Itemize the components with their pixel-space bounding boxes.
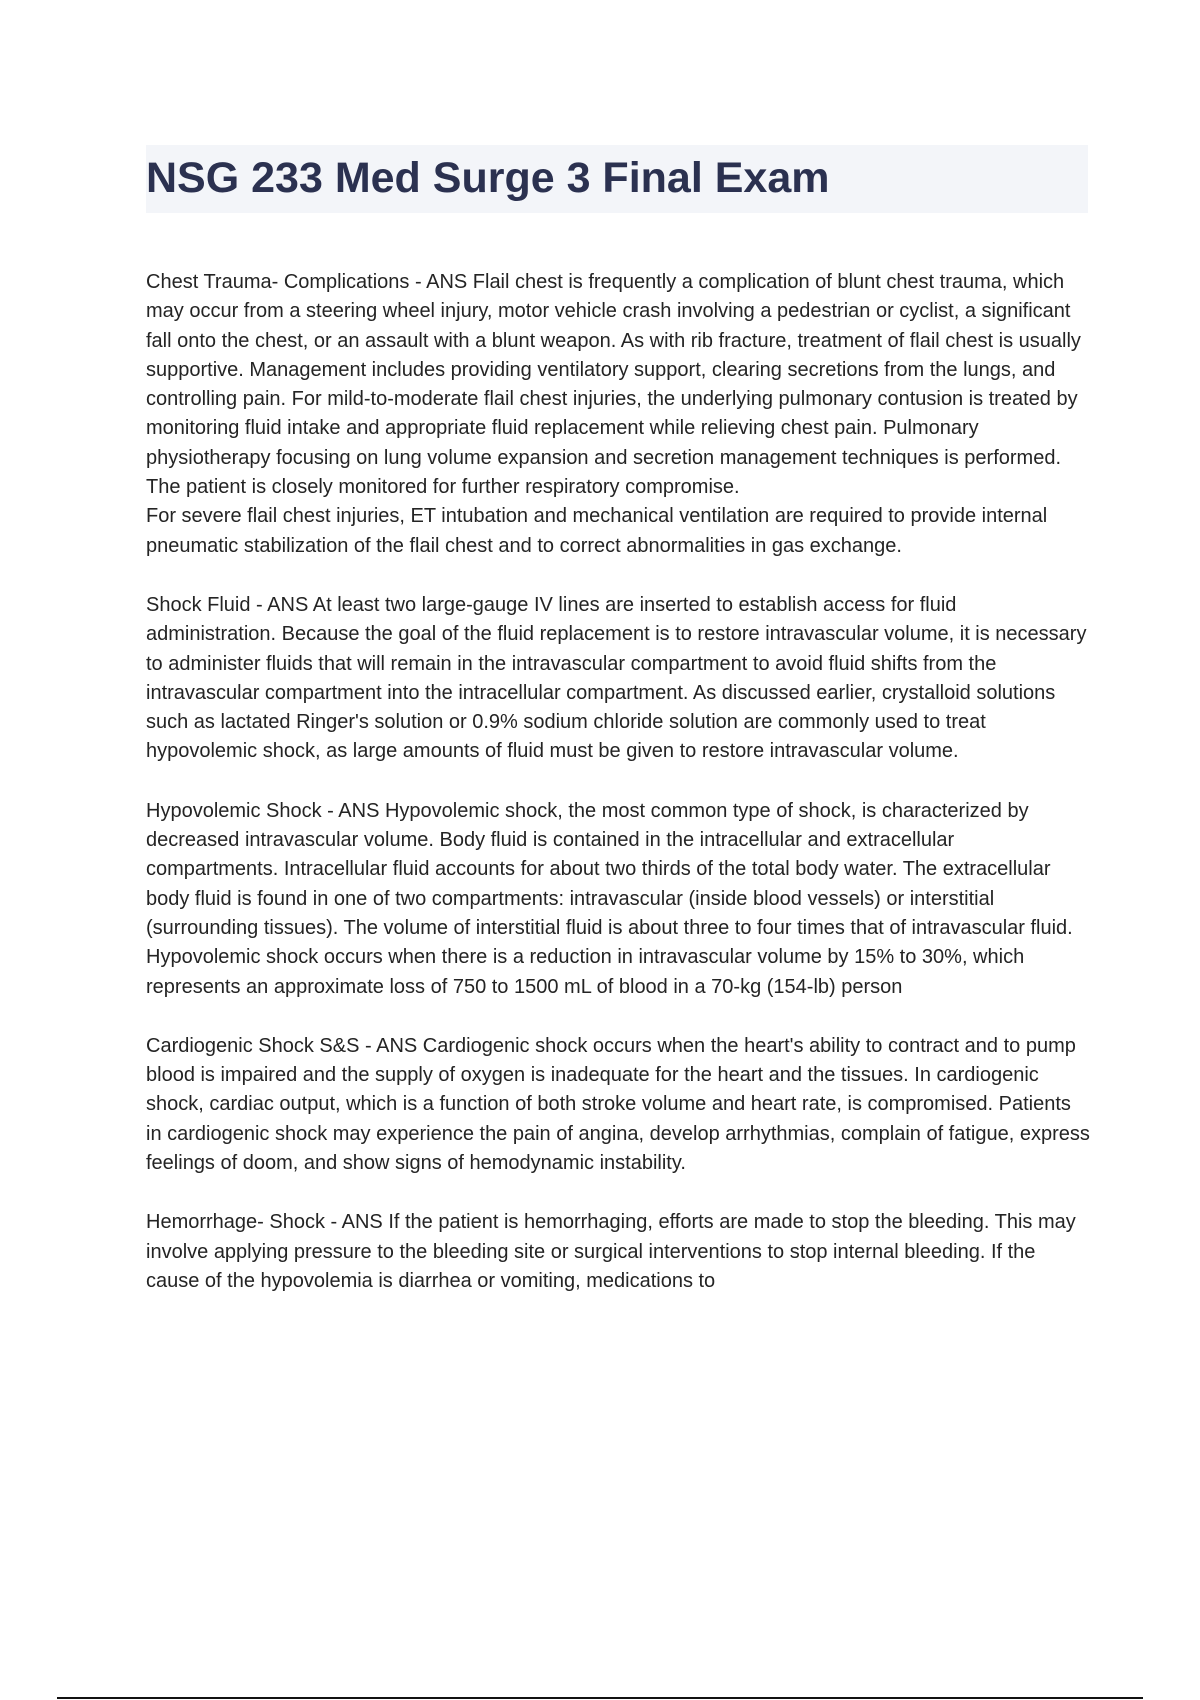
page-title: NSG 233 Med Surge 3 Final Exam <box>146 154 830 202</box>
entry-shock-fluid <box>146 591 1091 767</box>
entry-chest-trauma <box>146 268 1091 561</box>
entry-paragraph: Shock Fluid - ANS At least two large-gauge IV lines are inserted to establish access for fluid administration. Because the goal of the fluid replacement is to restore intravascular volume, it is necessary to administer fluids that will remain in the intravascular compartment to avoid fluid shifts from the intravascular compartment into the intracellular compartment. As discussed earlier, crystalloid solutions such as lactated Ringer's solution or 0.9% sodium chloride solution are commonly used to treat hypovolemic shock, as large amounts of fluid must be given to restore intravascular volume. <box>146 593 1087 763</box>
entry-hypovolemic-shock <box>146 797 1091 1002</box>
entry-paragraph: Cardiogenic Shock S&S - ANS Cardiogenic shock occurs when the heart's ability to contract and to pump blood is impaired and the supply of oxygen is inadequate for the heart and the tissues. In cardiogenic shock, cardiac output, which is a function of both stroke volume and heart rate, is compromised. Patients in cardiogenic shock may experience the pain of angina, develop arrhythmias, complain of fatigue, express feelings of doom, and show signs of hemodynamic instability. <box>146 1034 1090 1175</box>
document-body <box>146 268 1091 1326</box>
entry-hemorrhage-shock <box>146 1208 1091 1296</box>
entry-paragraph: Hypovolemic Shock - ANS Hypovolemic shock, the most common type of shock, is characterized by decreased intravascular volume. Body fluid is contained in the intracellular and extracellular compartments. Intracellular fluid accounts for about two thirds of the total body water. The extracellular body fluid is found in one of two compartments: intravascular (inside blood vessels) or interstitial (surrounding tissues). The volume of interstitial fluid is about three to four times that of intravascular fluid. Hypovolemic shock occurs when there is a reduction in intravascular volume by 15% to 30%, which represents an approximate loss of 750 to 1500 mL of blood in a 70-kg (154-lb) person <box>146 799 1073 998</box>
entry-cardiogenic-shock <box>146 1032 1091 1178</box>
title-band <box>146 145 1088 213</box>
entry-paragraph: Hemorrhage- Shock - ANS If the patient is hemorrhaging, efforts are made to stop the bleeding. This may involve applying pressure to the bleeding site or surgical interventions to stop internal bleeding. If the cause of the hypovolemia is diarrhea or vomiting, medications to <box>146 1211 1076 1292</box>
entry-paragraph: Chest Trauma- Complications - ANS Flail chest is frequently a complication of blunt chest trauma, which may occur from a steering wheel injury, motor vehicle crash involving a pedestrian or cyclist, a significant fall onto the chest, or an assault with a blunt weapon. As with rib fracture, treatment of flail chest is usually supportive. Management includes providing ventilatory support, clearing secretions from the lungs, and controlling pain. For mild-to-moderate flail chest injuries, the underlying pulmonary contusion is treated by monitoring fluid intake and appropriate fluid replacement while relieving chest pain. Pulmonary physiotherapy focusing on lung volume expansion and secretion management techniques is performed. The patient is closely monitored for further respiratory compromise. <box>146 271 1081 499</box>
entry-paragraph: For severe flail chest injuries, ET intubation and mechanical ventilation are required to provide internal pneumatic stabilization of the flail chest and to correct abnormalities in gas exchange. <box>146 505 1048 557</box>
page-bottom-divider <box>57 1697 1143 1699</box>
